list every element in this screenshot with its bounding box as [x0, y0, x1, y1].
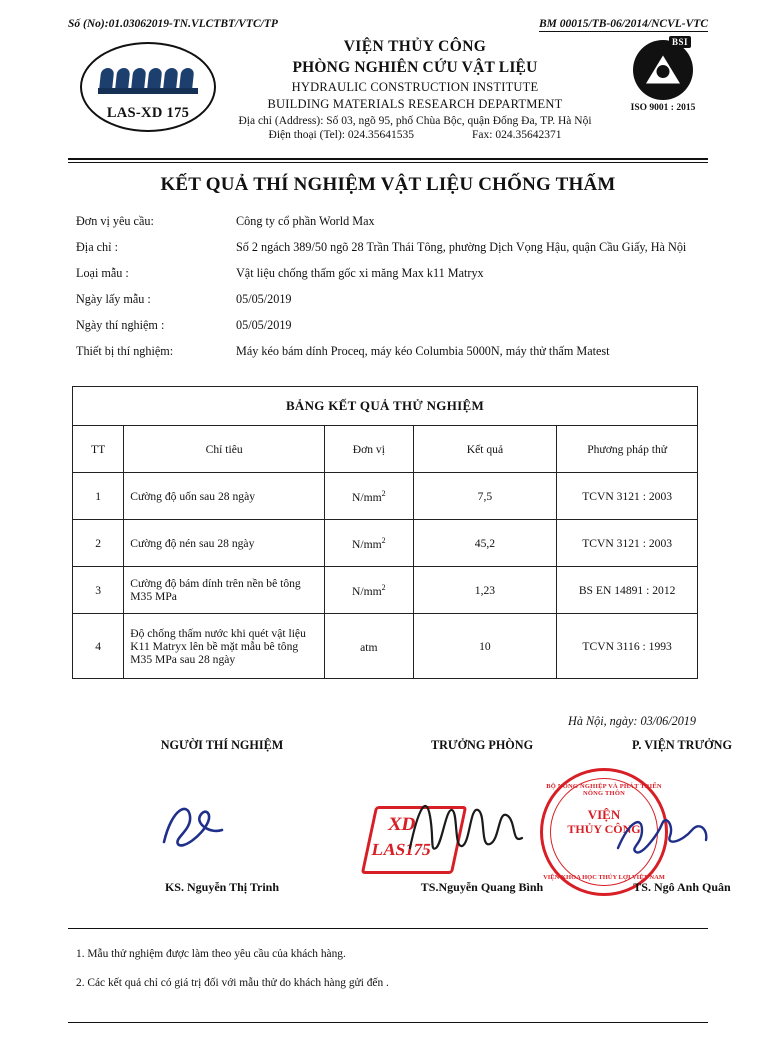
iso-standard-label: ISO 9001 : 2015 — [630, 103, 696, 113]
stamp-center-line2: THỦY CÔNG — [567, 822, 641, 836]
stamp-xd-text: XD — [386, 814, 418, 835]
org-telephone: Điện thoại (Tel): 024.35641535 — [268, 129, 415, 141]
cell-unit-sup: 2 — [381, 488, 386, 498]
cell-tt: 2 — [73, 520, 124, 567]
document-header — [68, 36, 708, 160]
bsi-label: BSI — [669, 36, 691, 48]
cell-unit-text: atm — [360, 640, 378, 654]
table-band-row — [73, 387, 698, 426]
cell-unit-text: N/mm — [352, 537, 382, 551]
signer-name-head: TS.Nguyễn Quang Bình — [420, 880, 544, 894]
stamp-center-line1: VIỆN — [587, 807, 621, 822]
header-divider-thin — [68, 162, 708, 163]
page-title: KẾT QUẢ THÍ NGHIỆM VẬT LIỆU CHỐNG THẤM — [160, 174, 616, 195]
signature-titles-row — [72, 738, 732, 768]
document-meta-line — [68, 18, 708, 34]
cell-unit — [325, 567, 413, 614]
request-info-block — [76, 214, 708, 370]
table-row — [73, 520, 698, 567]
info-row — [76, 214, 708, 240]
info-value: 05/05/2019 — [236, 318, 292, 332]
test-results-table — [72, 386, 698, 679]
column-header-method: Phương pháp thử — [557, 426, 698, 473]
place-and-date: Hà Nội, ngày: 03/06/2019 — [568, 714, 696, 728]
cell-indicator: Cường độ bám dính trên nền bê tông M35 MPa — [124, 567, 325, 614]
cell-unit-text: N/mm — [352, 584, 382, 598]
cell-tt: 4 — [73, 614, 124, 679]
info-label: Ngày lấy mẫu : — [76, 292, 151, 306]
org-contact — [218, 129, 612, 141]
cell-method: TCVN 3121 : 2003 — [557, 520, 698, 567]
info-label: Thiết bị thí nghiệm: — [76, 344, 174, 358]
lab-accreditation-stamp — [358, 800, 482, 880]
cell-unit-text: N/mm — [352, 490, 382, 504]
info-row — [76, 344, 708, 370]
cell-method: BS EN 14891 : 2012 — [557, 567, 698, 614]
stamp-las-text: LAS175 — [370, 840, 433, 859]
institute-titles — [218, 36, 612, 141]
cell-result: 45,2 — [413, 520, 557, 567]
form-number-left: Số (No):01.03062019-TN.VLCTBT/VTC/TP — [68, 18, 278, 30]
page-bottom-divider — [68, 1022, 708, 1023]
signature-names-row — [72, 880, 731, 902]
table-row — [73, 614, 698, 679]
cell-result: 1,23 — [413, 567, 557, 614]
signature-title-head: TRƯỞNG PHÒNG — [430, 738, 534, 752]
cell-indicator: Cường độ uốn sau 28 ngày — [124, 473, 325, 520]
info-row — [76, 318, 708, 344]
cell-unit — [325, 614, 413, 679]
cell-tt: 1 — [73, 473, 124, 520]
info-label: Loại mẫu : — [76, 266, 129, 280]
signature-title-vice-director: P. VIỆN TRƯỞNG — [632, 738, 732, 752]
cell-result: 7,5 — [413, 473, 557, 520]
table-row — [73, 473, 698, 520]
cell-result: 10 — [413, 614, 557, 679]
handwritten-signature-tester — [150, 790, 270, 860]
cell-unit — [325, 473, 413, 520]
info-row — [76, 240, 708, 266]
column-header-indicator: Chỉ tiêu — [124, 426, 325, 473]
table-header-row — [73, 426, 698, 473]
department-name-vi: PHÒNG NGHIÊN CỨU VẬT LIỆU — [292, 59, 538, 76]
org-address: Địa chỉ (Address): Số 03, ngõ 95, phố Chùa Bộc, quận Đống Đa, TP. Hà Nội — [238, 115, 592, 127]
bsi-kitemark-icon — [633, 37, 693, 100]
info-value: Số 2 ngách 389/50 ngõ 28 Trần Thái Tông, phường Dịch Vọng Hậu, quận Cầu Giấy, Hà Nội — [236, 240, 687, 254]
footer-divider — [68, 928, 708, 929]
institute-round-stamp — [540, 768, 668, 896]
info-label: Đơn vị yêu cầu: — [76, 214, 154, 228]
signature-title-tester: NGƯỜI THÍ NGHIỆM — [160, 738, 284, 752]
cell-method: TCVN 3116 : 1993 — [557, 614, 698, 679]
column-header-unit: Đơn vị — [325, 426, 413, 473]
note-item: 2. Các kết quả chỉ có giá trị đối với mẫu thử do khách hàng gửi đến . — [76, 977, 389, 989]
info-label: Ngày thí nghiệm : — [76, 318, 165, 332]
table-row — [73, 567, 698, 614]
cell-method: TCVN 3121 : 2003 — [557, 473, 698, 520]
bsi-certification-logo — [618, 37, 708, 113]
info-label: Địa chỉ : — [76, 240, 118, 254]
department-name-en: BUILDING MATERIALS RESEARCH DEPARTMENT — [267, 97, 563, 111]
signer-name-vice-director: TS. Ngô Anh Quân — [633, 880, 731, 894]
footer-notes — [76, 948, 708, 1006]
table-band-title: BẢNG KẾT QUẢ THỬ NGHIỆM — [73, 387, 698, 426]
cell-indicator: Cường độ nén sau 28 ngày — [124, 520, 325, 567]
logo-ellipse — [80, 42, 216, 132]
dam-shape — [98, 60, 198, 94]
info-row — [76, 292, 708, 318]
cell-unit — [325, 520, 413, 567]
info-value: 05/05/2019 — [236, 292, 292, 306]
dam-illustration-icon — [92, 54, 204, 100]
lab-code-label: LAS-XD 175 — [106, 105, 190, 121]
info-value: Vật liệu chống thấm gốc xi măng Max k11 Matryx — [236, 266, 484, 280]
cell-tt: 3 — [73, 567, 124, 614]
note-item: 1. Mẫu thử nghiệm được làm theo yêu cầu của khách hàng. — [76, 948, 346, 960]
form-number-right: BM 00015/TB-06/2014/NCVL-VTC — [539, 18, 708, 30]
cell-unit-sup: 2 — [381, 535, 386, 545]
info-value: Công ty cổ phần World Max — [236, 214, 375, 228]
org-fax: Fax: 024.35642371 — [472, 129, 562, 141]
info-row — [76, 266, 708, 292]
institute-logo — [80, 42, 212, 134]
stamp-arc-bottom-text: VIỆN KHOA HỌC THỦY LỢI VIỆT NAM — [543, 874, 665, 881]
org-name-en: HYDRAULIC CONSTRUCTION INSTITUTE — [291, 80, 539, 94]
column-header-result: Kết quả — [413, 426, 557, 473]
cell-unit-sup: 2 — [381, 582, 386, 592]
column-header-tt: TT — [73, 426, 124, 473]
stamp-arc-top-text: BỘ NÔNG NGHIỆP VÀ PHÁT TRIỂN NÔNG THÔN — [546, 783, 662, 797]
org-name-vi: VIỆN THỦY CÔNG — [343, 38, 487, 55]
signer-name-tester: KS. Nguyễn Thị Trinh — [164, 880, 280, 894]
stamp-center-text — [543, 807, 665, 837]
info-value: Máy kéo bám dính Proceq, máy kéo Columbia 5000N, máy thử thấm Matest — [236, 344, 610, 358]
header-divider-thick — [68, 158, 708, 160]
cell-indicator: Độ chống thấm nước khi quét vật liệu K11 Matryx lên bề mặt mẫu bê tông M35 MPa sau 28 ngày — [124, 614, 325, 679]
